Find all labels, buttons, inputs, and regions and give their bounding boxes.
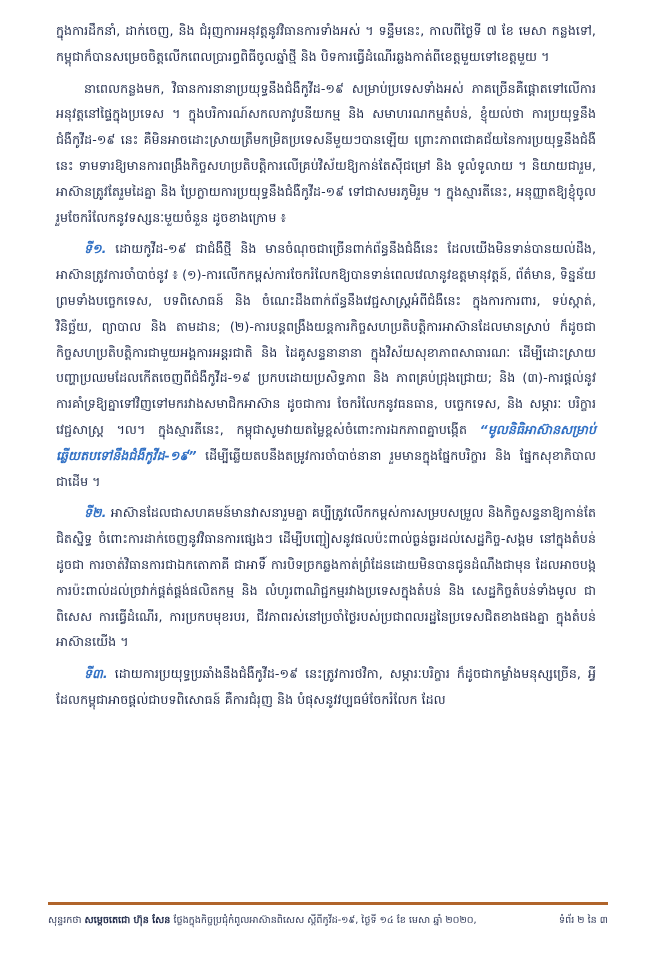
document-body xyxy=(56,18,596,719)
paragraph-point-3 xyxy=(56,661,596,713)
paragraph-text: ដោយការប្រយុទ្ធប្រឆាំងនឹងជំងឺកូវីដ-១៩ នេះត្រូវការថវិកា, សម្ភារៈបរិក្ខារ ក៏ដូចជាកម្លាំងមនុស្សច្រើន, អ្វីដែលកម្ពុជាអាចផ្តល់ជាបទពិសោធន៍ គឺការជំរុញ និង បំផុសនូវវប្បធម៌ចែករំលែក ដែល xyxy=(56,666,596,707)
paragraph: ក្នុងការដឹកនាំ, ដាក់ចេញ, និង ជំរុញការអនុវត្តនូវវិធានការទាំងអស់ ។ ទន្ទឹមនេះ, កាលពីថ្ងៃទី ៧ ខែ មេសា កន្លងទៅ, កម្ពុជាក៏បានសម្រេចចិត្តលើកពេលប្រារព្ធពិធីចូលឆ្នាំថ្មី និង បិទការធ្វើដំណើរឆ្លងកាត់ពីខេត្តមួយទៅខេត្តមួយ ។ xyxy=(56,23,596,64)
page-number: ទំព័រ ២ នៃ ៣ xyxy=(559,915,608,926)
paragraph-point-2 xyxy=(56,500,596,655)
paragraph: នាពេលកន្លងមក, វិធានការនានាប្រយុទ្ធនឹងជំងឺកូវីដ-១៩ សម្រាប់ប្រទេសទាំងអស់ ភាគច្រើនគឺផ្តោតទៅលើការអនុវត្តនៅផ្ទៃក្នុងប្រទេស ។ ក្នុងបរិការណ៍សកលភាវូបនីយកម្ម និង សមាហរណកម្មតំបន់, ខ្ញុំយល់ថា ការប្រយុទ្ធនឹងជំងឺកូវីដ-១៩ នេះ គឺមិនអាចដោះស្រាយត្រឹមកម្រិតប្រទេសនីមួយៗបានឡើយ ព្រោះភាពជោគជ័យនៃការប្រយុទ្ធនឹងជំងឺនេះ ទាមទារឱ្យមានការពង្រឹងកិច្ចសហប្រតិបត្តិការលើគ្រប់វិស័យឱ្យកាន់តែស៊ីជម្រៅ និង ទូលំទូលាយ ។ និយាយជារួម, អាស៊ានត្រូវតែរួមដៃគ្នា និង ប្រែក្លាយការប្រយុទ្ធនឹងជំងឺកូវីដ-១៩ ទៅជាសមរភូមិរួម ។ ក្នុងស្មារតីនេះ, អនុញ្ញាតឱ្យខ្ញុំចូលរួមចែករំលែកនូវទស្សនៈមួយចំនួន ដូចខាងក្រោម ៖ xyxy=(56,80,596,225)
fund-name-highlight: “មូលនិធិអាស៊ានសម្រាប់ឆ្លើយតបទៅនឹងជំងឺកូវីដ-១៩” xyxy=(56,421,596,463)
point-marker: ទី៣. xyxy=(84,666,108,682)
paragraph-point-1 xyxy=(56,236,596,494)
paragraph-text: អាស៊ានដែលជាសហគមន៍មានវាសនារួមគ្នា គប្បីត្រូវលើកកម្ពស់ការសម្របសម្រួល និងកិច្ចសន្ទនាឱ្យកាន់តែជិតស្និទ្ធ ចំពោះការដាក់ចេញនូវវិធានការផ្សេងៗ ដើម្បីបញ្ជៀសនូវផលប៉ះពាល់ធ្ងន់ធ្ងរដល់សេដ្ឋកិច្ច-សង្គម នៅក្នុងតំបន់ ដូចជា ការចាត់វិធានការជាឯកតោភាគី ជាអាទិ៍ ការបិទច្រកឆ្លងកាត់ព្រំដែនដោយមិនបានជូនដំណឹងជាមុន ដែលអាចបង្កការប៉ះពាល់ដល់ច្រវាក់ផ្គត់ផ្គង់ផលិតកម្ម និង លំហូរពាណិជ្ជកម្មរវាងប្រទេសក្នុងតំបន់ និង សេដ្ឋកិច្ចតំបន់ទាំងមូល ជាពិសេស ការធ្វើដំណើរ, ការប្រកបមុខរបរ, ជីវភាពរស់នៅប្រចាំថ្ងៃរបស់ប្រជាពលរដ្ឋនៃប្រទេសជិតខាងផងគ្នា ក្នុងតំបន់អាស៊ានយើង ។ xyxy=(56,505,596,650)
footer-divider xyxy=(48,902,608,905)
point-marker: ទី១. xyxy=(84,241,107,257)
footer-prefix: សុន្ទរកថា xyxy=(48,915,85,926)
footer-event: ថ្លែងក្នុងកិច្ចប្រជុំកំពូលអាស៊ានពិសេស ស្តីពីកូវីដ-១៩, ថ្ងៃទី ១៤ ខែ មេសា ឆ្នាំ ២០២០, xyxy=(170,915,477,926)
paragraph-text: ដើម្បីឆ្លើយតបនឹងតម្រូវការចាំបាច់នានា រួមមានក្នុងផ្នែកបរិក្ខារ និង ផ្នែកសុខាភិបាល ជាដើម ។ xyxy=(56,447,596,489)
page-footer xyxy=(48,914,608,928)
point-marker: ទី២. xyxy=(84,505,107,521)
footer-speaker: សម្តេចតេជោ ហ៊ុន សែន xyxy=(84,915,171,926)
footer-caption xyxy=(48,914,477,928)
paragraph-text: ដោយកូវីដ-១៩ ជាជំងឺថ្មី និង មានចំណុចជាច្រើនពាក់ព័ន្ធនឹងជំងឺនេះ ដែលយើងមិនទាន់បានយល់ដឹង, អាស៊ានត្រូវការចាំបាច់នូវ ៖ (១)-ការលើកកម្ពស់ការចែករំលែកឱ្យបានទាន់ពេលវេលានូវឧត្តមានុវត្តន៍, ព័ត៌មាន, ទិន្នន័យ ព្រមទាំងបច្ចេកទេស, បទពិសោធន៍ និង ចំណេះដឹងពាក់ព័ន្ធនឹងវេជ្ជសាស្ត្រអំពីជំងឺនេះ ក្នុងការការពារ, ទប់ស្កាត់, វិនិច្ឆ័យ, ព្យាបាល និង តាមដាន; (២)-ការបន្តពង្រឹងយន្តការកិច្ចសហប្រតិបត្តិការអាស៊ានដែលមានស្រាប់ ក៏ដូចជាកិច្ចសហប្រតិបត្តិការជាមួយអង្គការអន្តរជាតិ និង ដៃគូសន្ទនានានា ក្នុងវិស័យសុខាភាពសាធារណៈ ដើម្បីដោះស្រាយបញ្ហាប្រឈមដែលកើតចេញពីជំងឺកូវីដ-១៩ ប្រកបដោយប្រសិទ្ធភាព និង ភាពគ្រប់ជ្រុងជ្រោយ; និង (៣)-ការផ្តល់នូវការគាំទ្រឱ្យគ្នាទៅវិញទៅមករវាងសមាជិកអាស៊ាន ដូចជាការ ចែករំលែកនូវធនធាន, បច្ចេកទេស, និង សម្ភារៈ បរិក្ខារវេជ្ជសាស្ត្រ ។ល។ ក្នុងស្មារតីនេះ, កម្ពុជាសូមវាយតម្លៃខ្ពស់ចំពោះការឯកភាពគ្នាបង្កើត xyxy=(56,241,596,437)
